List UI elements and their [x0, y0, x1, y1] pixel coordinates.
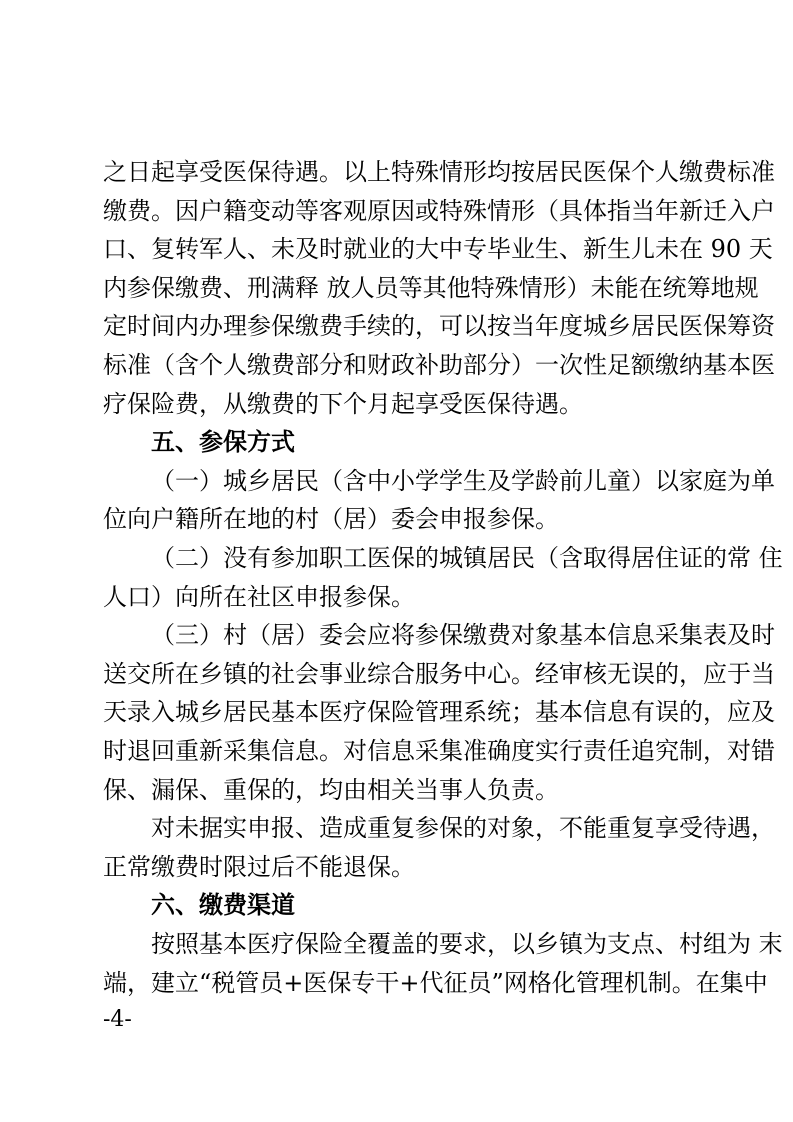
paragraph-line: 位向户籍所在地的村（居）委会申报参保。 [103, 505, 559, 534]
paragraph-line: 之日起享受医保待遇。以上特殊情形均按居民医保个人缴费标准 [103, 158, 775, 186]
paragraph-line: 时退回重新采集信息。对信息采集准确度实行责任追究制，对错 [103, 737, 775, 765]
paragraph-line: 端，建立“税管员+医保专干+代征员”网格化管理机制。在集中 [103, 968, 768, 997]
paragraph-line: 天录入城乡居民基本医疗保险管理系统；基本信息有误的，应及 [103, 698, 775, 727]
paragraph-line: 内参保缴费、刑满释 放人员等其他特殊情形）未能在统筹地规 [103, 273, 759, 302]
section-heading: 六、缴费渠道 [151, 891, 295, 920]
page-number: -4- [103, 1007, 132, 1033]
paragraph-line: 标准（含个人缴费部分和财政补助部分）一次性足额缴纳基本医 [103, 351, 775, 379]
paragraph-line: （三）村（居）委会应将参保缴费对象基本信息采集表及时 [151, 621, 775, 650]
paragraph-line: 按照基本医疗保险全覆盖的要求，以乡镇为支点、村组为 末 [151, 930, 783, 958]
paragraph-line: 定时间内办理参保缴费手续的，可以按当年度城乡居民医保筹资 [103, 312, 775, 341]
paragraph-line: 保、漏保、重保的，均由相关当事人负责。 [103, 775, 559, 804]
paragraph-line: 人口）向所在社区申报参保。 [103, 582, 415, 611]
paragraph-line: （一）城乡居民（含中小学学生及学龄前儿童）以家庭为单 [151, 466, 775, 495]
paragraph-line: 正常缴费时限过后不能退保。 [103, 852, 415, 881]
paragraph-line: （二）没有参加职工医保的城镇居民（含取得居住证的常 住 [151, 544, 783, 572]
paragraph-line: 疗保险费，从缴费的下个月起享受医保待遇。 [103, 389, 583, 418]
paragraph-line: 缴费。因户籍变动等客观原因或特殊情形（具体指当年新迁入户 [103, 196, 775, 225]
paragraph-line: 口、复转军人、未及时就业的大中专毕业生、新生儿未在 90 天 [103, 235, 773, 264]
paragraph-line: 对未据实申报、造成重复参保的对象，不能重复享受待遇， [151, 814, 775, 843]
section-heading: 五、参保方式 [151, 428, 295, 457]
paragraph-line: 送交所在乡镇的社会事业综合服务中心。经审核无误的，应于当 [103, 659, 775, 688]
